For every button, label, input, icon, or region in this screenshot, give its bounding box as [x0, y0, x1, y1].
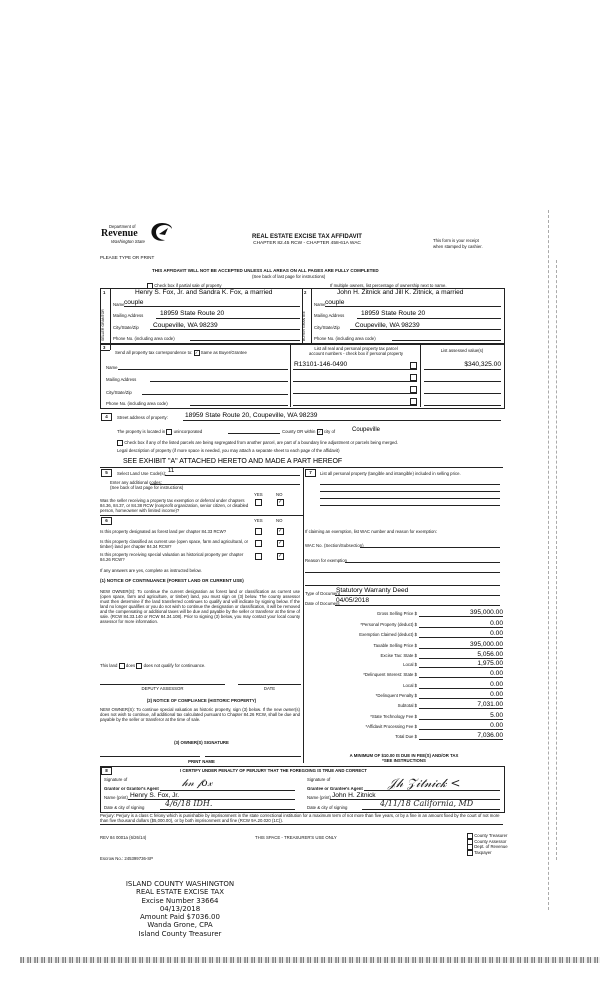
amount-label: Total Due $: [395, 734, 417, 739]
legal-description[interactable]: SEE EXHIBIT "A" ATTACHED HERETO AND MADE A PART HEREOF: [123, 458, 343, 465]
segregated-checkbox[interactable]: [117, 440, 123, 446]
amount-label: Subtotal $: [397, 703, 417, 708]
amount-value[interactable]: 395,000.00: [469, 609, 503, 616]
amount-value[interactable]: 0.00: [490, 691, 503, 698]
correspondence-phone[interactable]: [190, 405, 288, 406]
current-use-yes-checkbox[interactable]: [255, 540, 262, 547]
current-use-no-checkbox[interactable]: ✓: [278, 540, 283, 546]
scan-artifact: [548, 210, 549, 910]
scan-artifact: [556, 260, 557, 860]
personal-property-checkbox[interactable]: [410, 398, 417, 405]
partial-sale-checkbox[interactable]: Check box if partial sale of property: [147, 283, 222, 289]
forest-no-checkbox[interactable]: ✓: [278, 528, 283, 534]
grantor-name[interactable]: Henry S. Fox, Jr.: [130, 792, 180, 799]
please-type: PLEASE TYPE OR PRINT: [100, 255, 155, 260]
copy-checkbox[interactable]: County Assessor: [467, 839, 506, 845]
section-number: 3: [103, 345, 106, 350]
seller-phone[interactable]: [190, 340, 300, 341]
amount-label: Local $: [403, 662, 417, 667]
dor-logo: Department of Revenue Washington State: [101, 222, 176, 252]
owner-print-name-line[interactable]: [205, 756, 301, 757]
buyer-name-line1[interactable]: John H. Zitnick and Jill K. Zitnick, a married: [337, 289, 464, 296]
grantee-date-city[interactable]: 4/11/18 California, MD: [380, 799, 474, 808]
owner-signature-line[interactable]: [100, 756, 200, 757]
treasurer-space: THIS SPACE - TREASURER'S USE ONLY: [255, 835, 337, 840]
buyer-phone[interactable]: [392, 340, 501, 341]
grantee-name[interactable]: John H. Zitnick: [332, 792, 376, 799]
land-use-code[interactable]: 11: [168, 468, 175, 474]
document-date[interactable]: 04/05/2018: [336, 597, 370, 604]
buyer-label: BUYER GRANTEE: [302, 311, 306, 341]
amount-value[interactable]: 7,036.00: [477, 732, 503, 739]
section-number: 4: [101, 413, 112, 421]
grantee-signature-image: 𝒥𝒽 𝒵𝒾𝓉𝓃𝒾𝒸𝓀 <: [388, 776, 461, 790]
receipt-note: This form is your receipt: [433, 238, 479, 243]
amount-value[interactable]: 1,975.00: [477, 660, 503, 667]
stamp-line: Excise Number 33664: [141, 896, 219, 905]
amount-value[interactable]: 395,000.00: [469, 641, 503, 648]
multiple-owners-note: If multiple owners, list percentage of ownership next to name.: [330, 283, 447, 288]
property-street[interactable]: 18959 State Route 20, Coupeville, WA 98239: [185, 412, 318, 419]
wac-number[interactable]: [360, 547, 500, 548]
amount-value[interactable]: 5,056.00: [477, 651, 503, 658]
property-city[interactable]: Coupeville: [352, 427, 381, 433]
correspondence-city[interactable]: [142, 394, 288, 395]
does-not-qualify-checkbox[interactable]: [136, 663, 142, 669]
stamp-line: 04/13/2018: [159, 904, 201, 913]
form-revision: REV 84 0001a (6/26/14): [100, 835, 147, 840]
seller-name-line2[interactable]: couple: [124, 299, 144, 306]
amount-label: *Affidavit Processing Fee $: [365, 724, 417, 729]
grantor-signature-image: 𝒽𝓃 𝒻𝑜𝓍: [182, 778, 213, 789]
does-qualify-checkbox[interactable]: [119, 663, 125, 669]
seller-mailing[interactable]: 18959 State Route 20: [160, 310, 225, 317]
seller-name-line1[interactable]: Henry S. Fox, Jr. and Sandra K. Fox, a married: [135, 289, 273, 296]
assessor-date[interactable]: [238, 684, 301, 685]
amount-label: Excise Tax: State $: [380, 653, 417, 658]
parcel-number[interactable]: R13101-146-0490: [294, 361, 348, 368]
amount-label: *State Technology Fee $: [370, 714, 417, 719]
amount-value[interactable]: 0.00: [490, 620, 503, 627]
buyer-city[interactable]: Coupeville, WA 98239: [355, 322, 420, 329]
amount-value[interactable]: 5.00: [490, 712, 503, 719]
amount-value[interactable]: 7,031.00: [477, 701, 503, 708]
form-subtitle: CHAPTER 82.45 RCW - CHAPTER 458-61A WAC: [253, 241, 361, 246]
perjury-notice: Perjury: Perjury is a class C felony which is punishable by imprisonment in the state correctional institution for a maximum term of not more than five years, or by a fine in an amount fixed by the court of not more than five thousand dollars ($5,000.00), or by both imprisonment and fine (RCW 9A.20.020 (1C)).: [100, 813, 500, 823]
deputy-assessor-signature[interactable]: [100, 684, 225, 685]
amount-label: Gross Selling Price $: [376, 611, 417, 616]
instructions-note: (See back of last page for instructions): [252, 274, 326, 279]
receipt-note: when stamped by cashier.: [433, 244, 483, 249]
amount-label: Exemption Claimed (deduct) $: [359, 632, 417, 637]
stamp-line: REAL ESTATE EXCISE TAX: [135, 888, 225, 897]
grantee-signature[interactable]: [364, 790, 500, 791]
seller-city[interactable]: Coupeville, WA 98239: [153, 322, 218, 329]
buyer-mailing[interactable]: 18959 State Route 20: [361, 310, 426, 317]
grantor-signature[interactable]: [160, 790, 295, 791]
stamp-line: ISLAND COUNTY WASHINGTON: [125, 880, 235, 888]
section-number: 1: [103, 290, 106, 295]
copy-checkbox[interactable]: County Treasurer: [467, 833, 507, 839]
amount-label: *Personal Property (deduct) $: [360, 622, 417, 627]
amount-value[interactable]: 0.00: [490, 670, 503, 677]
same-as-buyer-checkbox[interactable]: ✓: [194, 350, 199, 355]
personal-property-checkbox[interactable]: [410, 374, 417, 381]
section-number: 2: [304, 290, 307, 295]
stamp-line: Island County Treasurer: [138, 929, 222, 938]
buyer-name-line2[interactable]: couple: [325, 299, 345, 306]
exemption-yes-checkbox[interactable]: [255, 499, 262, 506]
historic-yes-checkbox[interactable]: [255, 553, 262, 560]
form-title: REAL ESTATE EXCISE TAX AFFIDAVIT: [252, 234, 362, 240]
treasurer-stamp: [100, 880, 260, 938]
correspondence-name[interactable]: [118, 369, 288, 370]
scan-noise-strip: [20, 957, 600, 963]
seller-label: SELLER GRANTOR: [101, 309, 105, 341]
amount-value[interactable]: 0.00: [490, 630, 503, 637]
amount-label: Local $: [403, 683, 417, 688]
amount-label: *Delinquent Penalty $: [375, 693, 417, 698]
unincorporated-checkbox[interactable]: [166, 429, 172, 435]
document-type[interactable]: Statutory Warranty Deed: [336, 587, 409, 594]
stamp-line: Wanda Grone, CPA: [147, 921, 213, 930]
escrow-number: Escrow No.: 245399736-SP: [100, 856, 154, 861]
send-correspondence-label: Send all property tax correspondence to: ✓ Same as Buyer/Grantee: [115, 350, 247, 356]
amount-value[interactable]: 0.00: [490, 722, 503, 729]
correspondence-mailing[interactable]: [150, 381, 288, 382]
city-checkbox[interactable]: ✓: [317, 429, 322, 434]
personal-property-checkbox[interactable]: [410, 386, 417, 393]
assessed-value[interactable]: $340,325.00: [464, 361, 501, 368]
historic-no-checkbox[interactable]: ✓: [278, 553, 283, 559]
amount-label: *Delinquent Interest: State $: [363, 672, 417, 677]
forest-yes-checkbox[interactable]: [255, 528, 262, 535]
grantor-date-city[interactable]: 4/6/18 IDH.: [165, 799, 213, 808]
stamp-line: Amount Paid $7036.00: [140, 913, 220, 922]
personal-property-checkbox[interactable]: [410, 362, 417, 369]
exemption-no-checkbox[interactable]: ✓: [278, 499, 283, 505]
copy-checkbox[interactable]: Dept. of Revenue: [467, 844, 508, 850]
logo-swoosh-icon: [149, 222, 175, 242]
warning: THIS AFFIDAVIT WILL NOT BE ACCEPTED UNLESS ALL AREAS ON ALL PAGES ARE FULLY COMPLETED: [152, 268, 379, 273]
copy-checkbox[interactable]: Taxpayer: [467, 850, 492, 856]
exemption-reason[interactable]: [345, 562, 500, 563]
amount-label: Taxable Selling Price $: [373, 643, 417, 648]
amount-value[interactable]: 0.00: [490, 681, 503, 688]
